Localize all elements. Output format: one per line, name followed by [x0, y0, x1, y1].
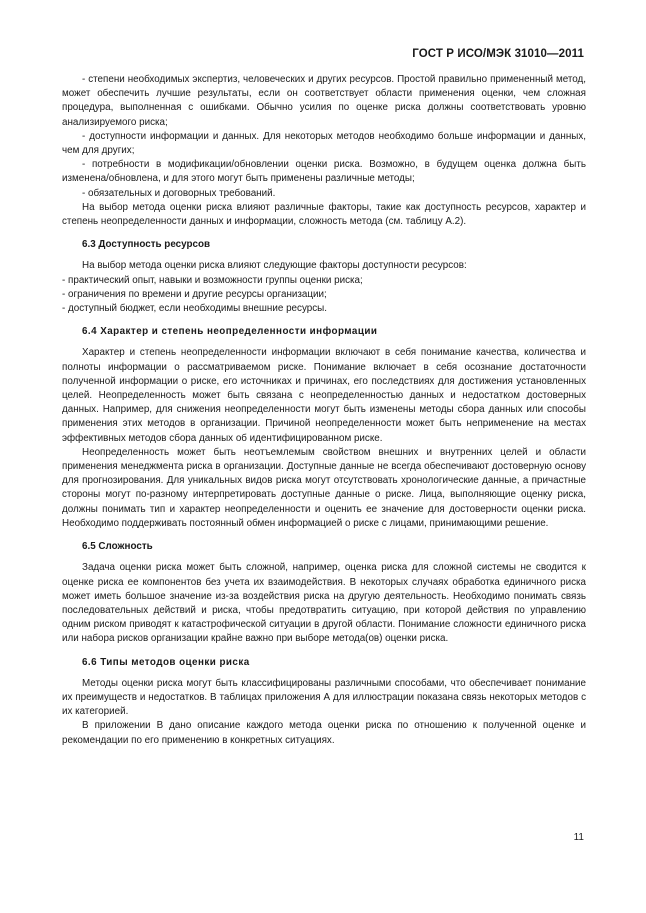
section-heading-6-6: 6.6 Типы методов оценки риска [82, 656, 250, 668]
list-item: - ограничения по времени и другие ресурсы организации; [62, 288, 327, 300]
body-paragraph: Методы оценки риска могут быть классифицированы различными способами, что обеспечивает понимание их преимуществ и недостатков. В таблицах приложения А для иллюстрации показана связь некоторых методов с их категорией. [62, 677, 586, 718]
page-number: 11 [573, 832, 584, 843]
body-paragraph: - обязательных и договорных требований. [82, 187, 276, 199]
body-paragraph: В приложении В дано описание каждого метода оценки риска по отношению к полученной оценке и рекомендации по его применению в конкретных ситуациях. [62, 720, 586, 746]
section-heading-6-3: 6.3 Доступность ресурсов [82, 239, 211, 251]
section-heading-6-5: 6.5 Сложность [82, 541, 153, 553]
body-paragraph: Задача оценки риска может быть сложной, например, оценка риска для сложной системы не сводится к оценке риска ее компонентов без учета их взаимодействия. В некоторых случаях обработка единичного риска может иметь большое значение из-за воздействия риска на другую деятельность. Необходимо понимать связь последовательных действий и риска, чтобы предотвратить ситуацию, при которой действия по управлению одним риском приводят к катастрофической ситуации в другой области. Понимание сложности единичного риска или набора рисков организации крайне важно при выборе метода(ов) оценки риска. [62, 562, 586, 645]
list-item: - доступный бюджет, если необходимы внешние ресурсы. [62, 303, 327, 315]
section-heading-6-4: 6.4 Характер и степень неопределенности информации [82, 326, 378, 338]
body-paragraph: На выбор метода оценки риска влияют следующие факторы доступности ресурсов: [82, 260, 467, 272]
page-content [62, 73, 586, 748]
body-paragraph: - потребности в модификации/обновлении оценки риска. Возможно, в будущем оценка должна быть изменена/обновлена, и для этого могут быть применены различные методы; [62, 159, 586, 185]
standard-header: ГОСТ Р ИСО/МЭК 31010—2011 [412, 48, 584, 60]
body-paragraph: - степени необходимых экспертиз, человеческих и других ресурсов. Простой правильно примененный метод, может обеспечить лучшие результаты, если он соответствует области применения оценки, чем сложная процедура, выполненная с ошибками. Обычно усилия по оценке риска должны соответствовать уровню анализируемого риска; [62, 74, 586, 128]
body-paragraph: На выбор метода оценки риска влияют различные факторы, такие как доступность ресурсов, характер и степень неопределенности данных и информации, сложность метода (см. таблицу А.2). [62, 201, 586, 228]
list-item: - практический опыт, навыки и возможности группы оценки риска; [62, 274, 363, 286]
body-paragraph: Характер и степень неопределенности информации включают в себя понимание качества, количества и полноты информации о рассматриваемом риске. Понимание включает в себя осознание достаточности полученной информации о риске, его источниках и причинах, его последствиях для достижения установленных целей. Неопределенность может быть связана с неопределенностью данных и недостатком достоверных данных. Например, для снижения неопределенности могут быть изменены методы сбора данных или способы применения этих методов в организации. Причиной неопределенности может быть неприменение на местах эффективных методов сбора данных об идентифицированном риске. [62, 347, 586, 444]
body-paragraph: - доступности информации и данных. Для некоторых методов необходимо больше информации и данных, чем для других; [62, 130, 586, 157]
body-paragraph: Неопределенность может быть неотъемлемым свойством внешних и внутренних целей и области применения менеджмента риска в организации. Доступные данные не всегда обеспечивают достоверную основу для прогнозирования. Для уникальных видов риска могут отсутствовать хронологические данные, а причастные стороны могут по-разному интерпретировать доступные данные о риске. Лица, выполняющие оценку риска, должны понимать тип и характер неопределенности и оценить ее значение для достоверности оценки риска. Необходимо поддерживать постоянный обмен информацией о риске с лицами, принимающими решение. [62, 446, 586, 529]
